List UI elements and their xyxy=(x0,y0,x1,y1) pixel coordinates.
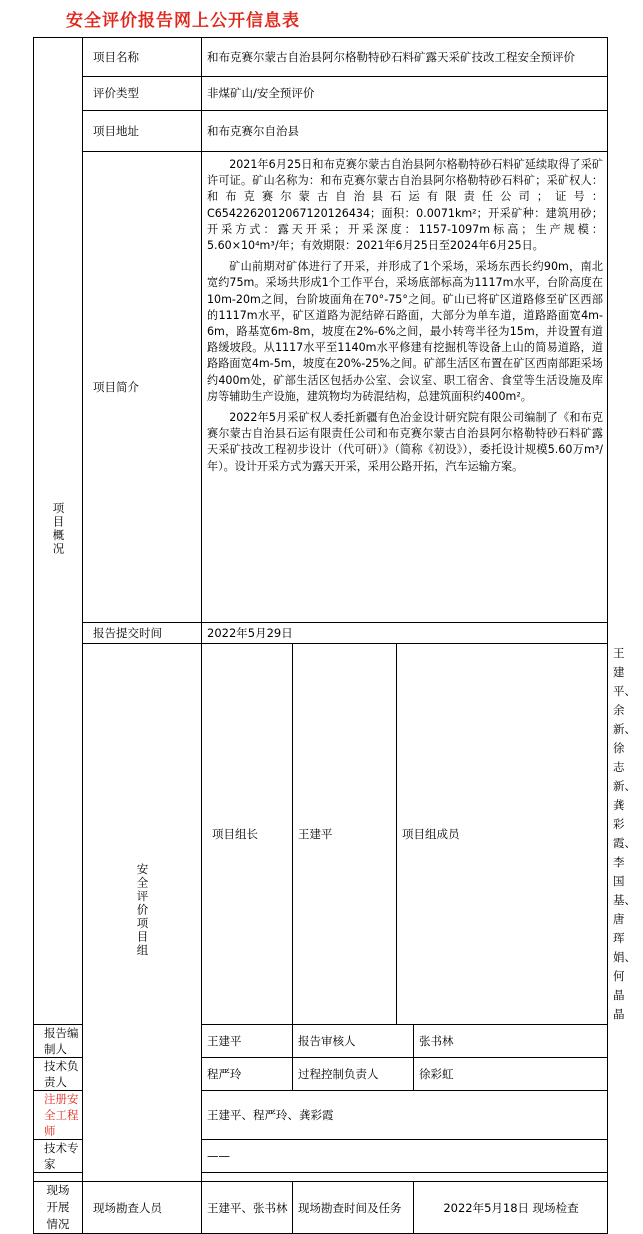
expert-value: —— xyxy=(202,1140,608,1173)
site-staff-value: 王建平、张书林 xyxy=(202,1182,293,1234)
leader-value: 王建平 xyxy=(293,644,397,1025)
intro-label: 项目简介 xyxy=(83,152,202,623)
eval-type-label: 评价类型 xyxy=(83,77,202,111)
author-value: 王建平 xyxy=(202,1025,293,1058)
engineer-label: 注册安全工程师 xyxy=(34,1091,83,1140)
engineer-value: 王建平、程严玲、龚彩霞 xyxy=(202,1091,608,1140)
leader-label: 项目组长 xyxy=(202,644,293,1025)
author-label: 报告编制人 xyxy=(34,1025,83,1058)
project-name-label: 项目名称 xyxy=(83,38,202,77)
section-overview-label: 项目概况 xyxy=(51,501,66,556)
address-label: 项目地址 xyxy=(83,111,202,152)
row-intro xyxy=(34,152,608,623)
page-title: 安全评价报告网上公开信息表 xyxy=(66,11,300,31)
process-value: 徐彩虹 xyxy=(414,1058,608,1091)
intro-content xyxy=(202,152,608,623)
expert-label: 技术专家 xyxy=(34,1140,83,1173)
section-overview xyxy=(34,38,83,1025)
spacer-cell-wide xyxy=(202,1173,608,1182)
row-project-name xyxy=(34,38,608,77)
address-value: 和布克赛尔自治县 xyxy=(202,111,608,152)
section-site-label: 现场开展情况 xyxy=(46,1183,70,1231)
site-time-value: 2022年5月18日 现场检查 xyxy=(414,1182,608,1234)
section-site xyxy=(34,1182,83,1234)
info-table xyxy=(33,37,636,1234)
submit-value: 2022年5月29日 xyxy=(202,623,608,644)
section-team-label: 安全评价项目组 xyxy=(135,862,150,958)
process-label: 过程控制负责人 xyxy=(293,1058,414,1091)
row-submit-time xyxy=(34,623,608,644)
submit-label: 报告提交时间 xyxy=(83,623,202,644)
spacer-cell xyxy=(34,1173,83,1182)
intro-paragraph-1: 2021年6月25日和布克赛尔蒙古自治县阿尔格勒特砂石料矿延续取得了采矿许可证。矿山名称为：和布克赛尔蒙古自治县阿尔格勒特砂石料矿；采矿权人：和布克赛尔蒙古自治县石运有限责任公司；证号：C6542262012067120126434；面积：0.0071km²；开采矿种：建筑用砂；开采方式：露天开采；开采深度：1157-1097m标高；生产规模：5.60×10⁴m³/年；有效期限：2021年6月25日至2024年6月25日。 xyxy=(207,158,603,253)
intro-paragraph-2: 矿山前期对矿体进行了开采，并形成了1个采场，采场东西长约90m，南北宽约75m。采场共形成1个工作平台，采场底部标高为1117m水平，台阶高度在10m-20m之间，台阶坡面角在70°-75°之间。矿山已将矿区道路修至矿区西部的1117m水平，矿区道路为泥结碎石路面，大部分为单车道，道路路面宽4m-6m，路基宽6m-8m，坡度在2%-6%之间，最小转弯半径为15m，并设置有道路缓坡段。从1117水平至1140m水平修建有挖掘机等设备上山的简易道路，道路路面宽4m-5m，坡度在20%-25%之间。矿部生活区布置在矿区西南部距采场约400m处，矿部生活区包括办公室、会议室、职工宿舍、食堂等生活设施及库房等辅助生产设施，建筑物均为砖混结构，总建筑面积约400m²。 xyxy=(207,260,603,403)
tech-lead-value: 程严玲 xyxy=(202,1058,293,1091)
row-site xyxy=(34,1182,608,1234)
tech-lead-label: 技术负责人 xyxy=(34,1058,83,1091)
reviewer-label: 报告审核人 xyxy=(293,1025,414,1058)
intro-paragraph-3: 2022年5月采矿权人委托新疆有色冶金设计研究院有限公司编制了《和布克赛尔蒙古自治县石运有限责任公司和布克赛尔蒙古自治县阿尔格勒特砂石料矿露天采矿技改工程初步设计（代可研）》（简称《初设》），委托设计规模5.60万m³/年）。设计开采方式为露天开采，采用公路开拓，汽车运输方案。 xyxy=(207,411,603,473)
members-label: 项目组成员 xyxy=(397,644,608,1025)
row-leader: 安全评价项目组 项目组长 王建平 项目组成员 王建平、余新、徐志新、龚彩霞、李国基、唐珲娟、何晶晶 xyxy=(34,644,608,1025)
site-staff-label: 现场勘查人员 xyxy=(83,1182,202,1234)
reviewer-value: 张书林 xyxy=(414,1025,608,1058)
section-team xyxy=(83,644,202,1182)
row-eval-type xyxy=(34,77,608,111)
eval-type-value: 非煤矿山/安全预评价 xyxy=(202,77,608,111)
site-time-label: 现场勘查时间及任务 xyxy=(293,1182,414,1234)
row-address xyxy=(34,111,608,152)
project-name-value: 和布克赛尔蒙古自治县阿尔格勒特砂石料矿露天采矿技改工程安全预评价 xyxy=(202,38,608,77)
